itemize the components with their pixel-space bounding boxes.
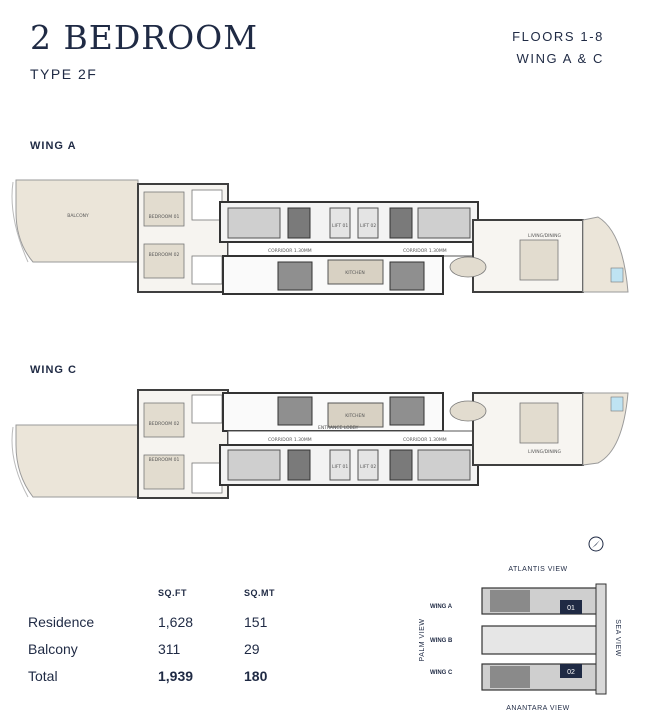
table-row-total (28, 662, 304, 689)
north-arrow-icon (592, 540, 600, 548)
room-label-corridor-left: CORRIDOR 1.30MM (268, 249, 312, 254)
room-label-corridor-right: CORRIDOR 1.30MM (403, 438, 447, 443)
wing-a-floor-plan (8, 172, 653, 312)
stairs-right (418, 208, 470, 238)
floors-label: FLOORS 1-8 (512, 29, 604, 44)
key-wing-b: WING B (430, 638, 453, 644)
room-label-bedroom-2: BEDROOM 02 (148, 253, 180, 258)
dining-table (450, 401, 486, 421)
area-name: Total (28, 667, 58, 684)
wing-c-floor-plan (8, 375, 653, 515)
key-unit-01-label: 01 (567, 605, 575, 612)
room-label-living: LIVING/DINING (528, 450, 561, 455)
room-label-bedroom-1: BEDROOM 01 (148, 458, 180, 463)
area-name: Balcony (28, 640, 78, 657)
wings-label: WING A & C (516, 51, 604, 66)
bathroom (192, 395, 222, 423)
room-label-bedroom-2: BEDROOM 02 (148, 422, 180, 427)
area-sqft: 1,628 (158, 613, 194, 630)
key-east-block (596, 584, 606, 694)
jacuzzi (611, 397, 623, 411)
room-label-living: LIVING/DINING (528, 234, 561, 239)
area-sqmt: 151 (244, 613, 268, 630)
shaft (288, 208, 310, 238)
lift-02 (358, 208, 378, 238)
shaft (390, 397, 424, 425)
bedroom-02 (144, 244, 184, 278)
room-label-corridor-left: CORRIDOR 1.30MM (268, 438, 312, 443)
key-wing-c: WING C (430, 670, 453, 676)
room-label-kitchen: KITCHEN (345, 414, 365, 419)
header-sqmt: SQ.MT (244, 588, 275, 598)
key-plan (410, 530, 640, 715)
table-header-row (28, 588, 304, 608)
table-row (28, 635, 304, 662)
shaft (390, 208, 412, 238)
key-core (490, 590, 530, 612)
header-sqft: SQ.FT (158, 588, 187, 598)
lift-01 (330, 208, 350, 238)
stairs-right (418, 450, 470, 480)
view-right: SEA VIEW (614, 619, 621, 657)
bedroom-02 (144, 403, 184, 437)
balcony-area (16, 425, 138, 497)
room-label-lift-1: LIFT 01 (332, 465, 349, 470)
room-label-lift-2: LIFT 02 (360, 224, 377, 229)
shaft (278, 397, 312, 425)
key-unit-02-label: 02 (567, 669, 575, 676)
shaft-lower (390, 262, 424, 290)
view-left: PALM VIEW (419, 618, 426, 662)
room-label-bedroom-1: BEDROOM 01 (148, 215, 180, 220)
area-sqft: 1,939 (158, 667, 194, 684)
key-core (490, 666, 530, 688)
jacuzzi (611, 268, 623, 282)
area-sqmt: 180 (244, 667, 268, 684)
stairs-left (228, 450, 280, 480)
shaft-lower (278, 262, 312, 290)
bedroom-01 (144, 192, 184, 226)
area-table (28, 588, 304, 689)
page-title: 2 BEDROOM (30, 18, 259, 57)
bathroom (192, 190, 222, 220)
room-label-lift-2: LIFT 02 (360, 465, 377, 470)
stairs-left (228, 208, 280, 238)
shaft (390, 450, 412, 480)
view-bottom: ANANTARA VIEW (506, 705, 570, 712)
room-label-lift-1: LIFT 01 (332, 224, 349, 229)
bathroom (192, 256, 222, 284)
area-sqft: 311 (158, 640, 181, 657)
wing-c-label: WING C (30, 364, 77, 376)
balcony-area (16, 180, 138, 262)
area-name: Residence (28, 613, 95, 630)
area-sqmt: 29 (244, 640, 260, 657)
unit-type: TYPE 2F (30, 66, 98, 82)
room-label-entrance: ENTRANCE LOBBY (318, 426, 359, 431)
table-row (28, 608, 304, 635)
dining-table (450, 257, 486, 277)
room-label-corridor-right: CORRIDOR 1.30MM (403, 249, 447, 254)
header-empty (28, 588, 158, 608)
bathroom (192, 463, 222, 493)
living-furniture (520, 403, 558, 443)
key-wing-a: WING A (430, 604, 453, 610)
room-label-balcony: BALCONY (67, 214, 89, 219)
room-label-kitchen: KITCHEN (345, 271, 365, 276)
wing-a-label: WING A (30, 140, 77, 152)
living-furniture (520, 240, 558, 280)
shaft (288, 450, 310, 480)
key-wing-b-block (482, 626, 598, 654)
floor-info (512, 26, 604, 70)
view-top: ATLANTIS VIEW (508, 566, 568, 573)
